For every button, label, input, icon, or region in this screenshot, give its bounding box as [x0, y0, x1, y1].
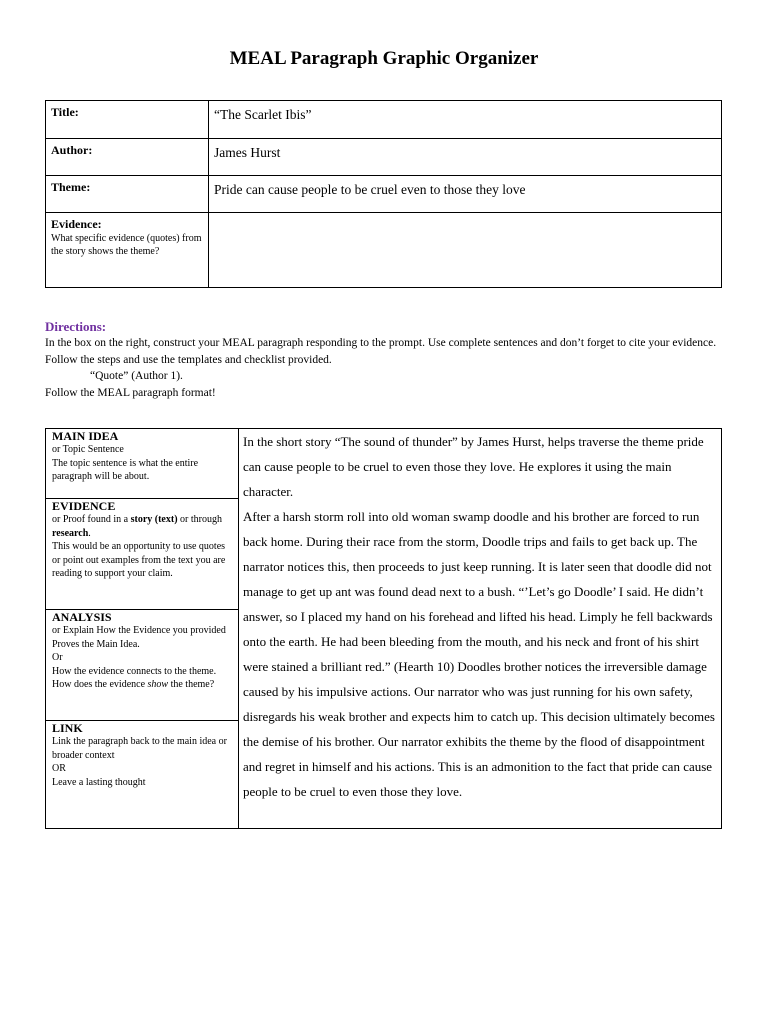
link-line2: OR: [52, 763, 66, 774]
link-line3: Leave a lasting thought: [52, 776, 146, 788]
link-cell: [46, 721, 238, 828]
response-paragraph-box: [243, 429, 718, 804]
main-idea-line2: The topic sentence is what the entire paragraph will be about.: [52, 457, 199, 482]
analysis-line2: Or: [52, 652, 63, 663]
main-idea-line1: or Topic Sentence: [52, 444, 124, 455]
title-label: Title:: [51, 105, 79, 119]
meal-organizer: [45, 428, 722, 829]
theme-label: Theme:: [51, 180, 91, 194]
document-title: MEAL Paragraph Graphic Organizer: [229, 48, 539, 69]
response-paragraph-1: In the short story “The sound of thunder” by James Hurst, helps traverse the theme pride can cause people to be cruel to even those they love. He explores it using the main character.: [243, 434, 704, 499]
author-label-cell: [46, 139, 209, 176]
meal-steps-column: [46, 429, 239, 828]
theme-value: Pride can cause people to be cruel even to those they love: [209, 176, 722, 213]
directions-text: In the box on the right, construct your MEAL paragraph responding to the prompt. Use complete sentences and don’t forget to cite your evidence. Follow the steps and use the templates and checklist provided.: [45, 337, 717, 366]
analysis-line1: or Explain How the Evidence you provided Proves the Main Idea.: [52, 625, 226, 650]
main-idea-heading: MAIN IDEA: [52, 429, 119, 443]
evidence-sublabel: What specific evidence (quotes) from the story shows the theme?: [51, 233, 202, 257]
evidence-line2: This would be an opportunity to use quotes or point out examples from the text you are reading to support your claim.: [52, 541, 226, 579]
main-idea-cell: [46, 429, 238, 499]
theme-label-cell: [46, 176, 209, 213]
evidence-line1: or Proof found in a story (text) or through research.: [52, 514, 222, 539]
directions-section: [45, 319, 725, 401]
info-table: [45, 100, 722, 288]
author-label: Author:: [51, 143, 93, 157]
directions-quote-format: “Quote” (Author 1).: [90, 370, 183, 382]
evidence-cell: [46, 499, 238, 610]
author-value: James Hurst: [209, 139, 722, 176]
directions-heading: Directions:: [45, 319, 107, 334]
evidence-value: [209, 213, 722, 288]
analysis-line3: How the evidence connects to the theme. How does the evidence show the theme?: [52, 665, 217, 690]
title-value: “The Scarlet Ibis”: [209, 101, 722, 139]
response-paragraph-2: After a harsh storm roll into old woman swamp doodle and his brother are forced to run back home. During their race from the storm, Doodle trips and fails to get back up. The narrator notices this, then proceeds to just keep running. It is later seen that doodle did not manage to get up ant was found dead next to a bush. “’Let’s go Doodle’ I said. He didn’t answer, so I placed my hand on his forehead and lifted his head. Limply he fell backwards onto the earth. He had been bleeding from the mouth, and his neck and front of his shirt were stained a brilliant red.” (Hearth 10) Doodles brother notices the irreversible damage caused by his impulsive actions. Our narrator who was just running for his own safety, disregards his weak brother and expects him to catch up. This decision ultimately becomes the demise of his brother. Our narrator exhibits the theme by the flood of disappointment and regret in himself and his actions. This is an admonition to the fact that pride can cause people to be cruel to even those they love.: [243, 509, 715, 799]
title-label-cell: [46, 101, 209, 139]
evidence-heading: EVIDENCE: [52, 499, 116, 513]
link-heading: LINK: [52, 721, 83, 735]
evidence-label: Evidence:: [51, 217, 102, 231]
analysis-heading: ANALYSIS: [52, 610, 112, 624]
directions-format-note: Follow the MEAL paragraph format!: [45, 386, 216, 399]
link-line1: Link the paragraph back to the main idea or broader context: [52, 736, 227, 761]
analysis-cell: [46, 610, 238, 721]
evidence-label-cell: [46, 213, 209, 288]
